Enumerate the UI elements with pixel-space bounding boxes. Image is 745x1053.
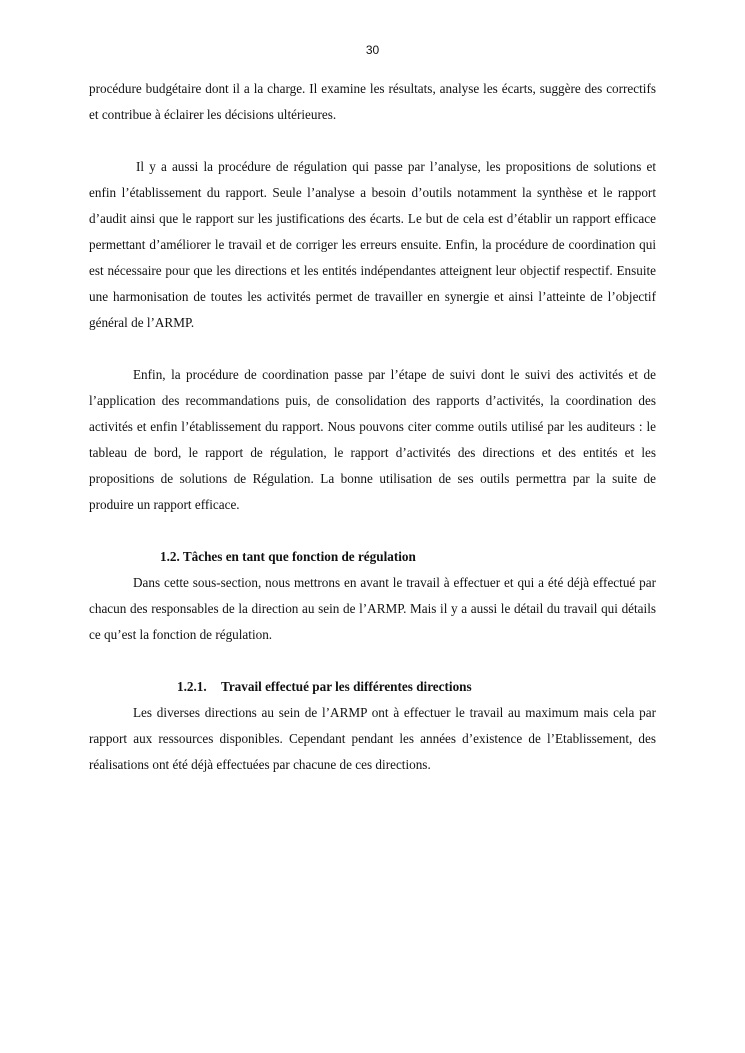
paragraph-subsection-intro: Dans cette sous-section, nous mettrons en avant le travail à effectuer et qui a été déjà effectué par chacun des responsables de la direction au sein de l’ARMP. Mais il y a aussi le détail du travail qui détails ce qu’est la fonction de régulation. [89, 575, 656, 642]
section-number: 1.2.1. [177, 679, 207, 694]
section-heading-1-2-1 [89, 674, 656, 700]
paragraph-budget-procedure: procédure budgétaire dont il a la charge. Il examine les résultats, analyse les écarts, suggère des correctifs et contribue à éclairer les décisions ultérieures. [89, 81, 656, 122]
document-body [89, 76, 656, 778]
section-title: Travail effectué par les différentes directions [221, 679, 472, 694]
paragraph-directions-work: Les diverses directions au sein de l’ARMP ont à effectuer le travail au maximum mais cela par rapport aux ressources disponibles. Cependant pendant les années d’existence de l’Etablissement, des réalisations ont été déjà effectuées par chacune de ces directions. [89, 705, 656, 772]
section-heading-1-2: 1.2. Tâches en tant que fonction de régulation [160, 549, 416, 564]
paragraph-coordination-procedure: Enfin, la procédure de coordination passe par l’étape de suivi dont le suivi des activités et de l’application des recommandations puis, de consolidation des rapports d’activités, la coordination des activités et enfin l’établissement du rapport. Nous pouvons citer comme outils utilisé par les auditeurs : le tableau de bord, le rapport de régulation, le rapport d’activités des directions et des entités et les propositions de solutions de Régulation. La bonne utilisation de ses outils permettra par la suite de produire un rapport efficace. [89, 367, 656, 512]
paragraph-regulation-procedure: Il y a aussi la procédure de régulation qui passe par l’analyse, les propositions de solutions et enfin l’établissement du rapport. Seule l’analyse a besoin d’outils notamment la synthèse et le rapport d’audit ainsi que le rapport sur les justifications des écarts. Le but de cela est d’établir un rapport efficace permettant d’améliorer le travail et de corriger les erreurs ensuite. Enfin, la procédure de coordination qui est nécessaire pour que les directions et les entités indépendantes atteignent leur objectif respectif. Ensuite une harmonisation de toutes les activités permet de travailler en synergie et ainsi l’atteinte de l’objectif général de l’ARMP. [89, 159, 656, 330]
page-number: 30 [365, 43, 380, 57]
